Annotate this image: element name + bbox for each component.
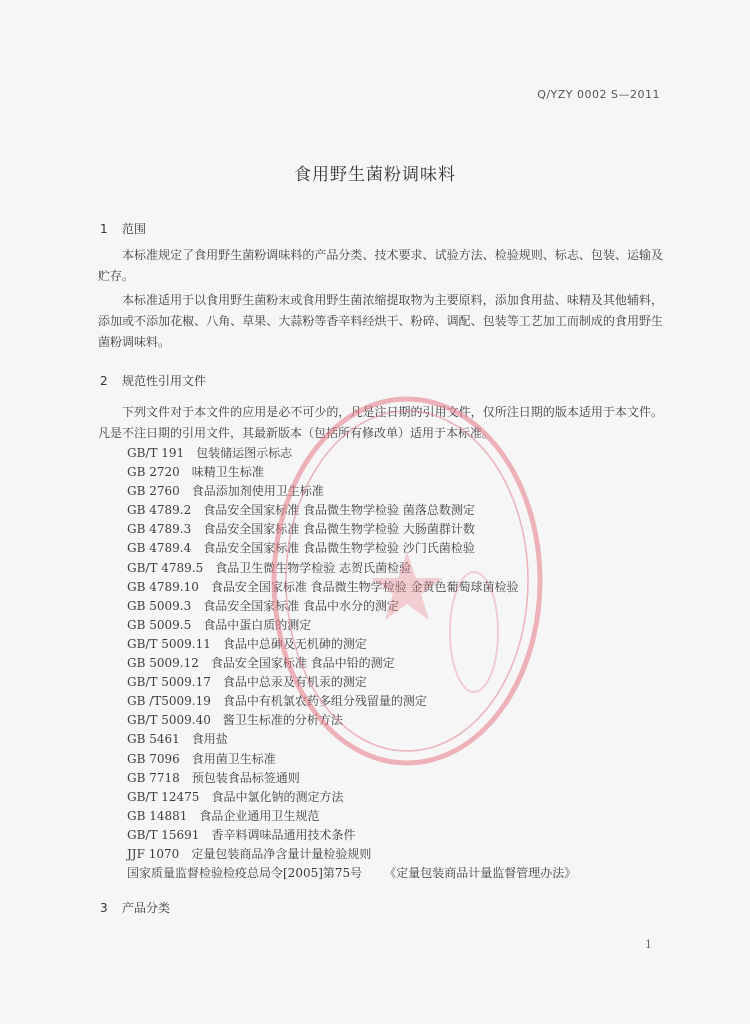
reference-name: 食品安全国家标准 食品微生物学检验 大肠菌群计数 bbox=[203, 522, 475, 537]
reference-code: GB 4789.10 bbox=[127, 579, 199, 594]
reference-name: 酱卫生标准的分析方法 bbox=[222, 713, 343, 728]
reference-name: 食品安全国家标准 食品微生物学检验 沙门氏菌检验 bbox=[203, 541, 475, 556]
reference-item bbox=[127, 482, 576, 501]
section-heading-classification bbox=[100, 899, 170, 916]
reference-code: GB/T 5009.11 bbox=[127, 636, 211, 651]
reference-name: 食用盐 bbox=[191, 732, 228, 747]
reference-name: 食品中总汞及有机汞的测定 bbox=[222, 675, 367, 690]
section-heading-scope bbox=[100, 220, 146, 237]
reference-item bbox=[127, 673, 576, 692]
reference-item bbox=[127, 864, 576, 883]
reference-name: 食品安全国家标准 食品中铅的测定 bbox=[210, 656, 395, 671]
reference-name: 食品安全国家标准 食品微生物学检验 菌落总数测定 bbox=[203, 503, 475, 518]
reference-item bbox=[127, 807, 576, 826]
reference-code: GB/T 12475 bbox=[127, 789, 200, 804]
reference-list bbox=[127, 444, 576, 883]
reference-name: 预包装食品标签通则 bbox=[191, 770, 300, 785]
section-title: 规范性引用文件 bbox=[122, 374, 207, 388]
reference-name: 食品添加剂使用卫生标准 bbox=[191, 484, 324, 499]
reference-name: 《定量包装商品计量监督管理办法》 bbox=[384, 866, 577, 881]
reference-item bbox=[127, 463, 576, 482]
reference-code: JJF 1070 bbox=[127, 846, 180, 861]
reference-item bbox=[127, 635, 576, 654]
references-intro: 下列文件对于本文件的应用是必不可少的，凡是注日期的引用文件，仅所注日期的版本适用于本文件。凡是不注日期的引用文件，其最新版本（包括所有修改单）适用于本标准。 bbox=[98, 405, 663, 440]
reference-name: 香辛料调味品通用技术条件 bbox=[211, 827, 356, 842]
reference-code: GB 5009.3 bbox=[127, 598, 192, 613]
standard-code: Q/YZY 0002 S—2011 bbox=[537, 88, 660, 101]
reference-item bbox=[127, 444, 576, 463]
page-number: 1 bbox=[645, 938, 652, 951]
reference-item bbox=[127, 616, 576, 635]
reference-code: GB 2720 bbox=[127, 465, 180, 480]
reference-name: 食品中总砷及无机砷的测定 bbox=[222, 636, 367, 651]
reference-code: GB/T 4789.5 bbox=[127, 560, 204, 575]
reference-item bbox=[127, 520, 576, 539]
reference-item bbox=[127, 711, 576, 730]
reference-code: GB 2760 bbox=[127, 484, 180, 499]
reference-item bbox=[127, 750, 576, 769]
reference-name: 食用菌卫生标准 bbox=[191, 751, 276, 766]
reference-name: 食品中蛋白质的测定 bbox=[203, 617, 312, 632]
reference-name: 食品安全国家标准 食品中水分的测定 bbox=[203, 598, 400, 613]
reference-code: GB/T 5009.17 bbox=[127, 675, 211, 690]
reference-name: 食品企业通用卫生规范 bbox=[199, 808, 320, 823]
reference-item bbox=[127, 826, 576, 845]
reference-item bbox=[127, 845, 576, 864]
reference-code: GB 7096 bbox=[127, 751, 180, 766]
reference-code: GB/T 5009.40 bbox=[127, 713, 211, 728]
reference-name: 定量包装商品净含量计量检验规则 bbox=[191, 846, 372, 861]
reference-code: 国家质量监督检验检疫总局令[2005]第75号 bbox=[127, 866, 363, 881]
section-heading-references bbox=[100, 372, 206, 389]
reference-code: GB/T 15691 bbox=[127, 827, 200, 842]
reference-code: GB/T 191 bbox=[127, 446, 185, 460]
reference-name: 食品卫生微生物学检验 志贺氏菌检验 bbox=[215, 560, 412, 575]
section-number: 1 bbox=[100, 222, 108, 236]
reference-item bbox=[127, 539, 576, 558]
section-number: 3 bbox=[100, 901, 108, 915]
reference-code: GB 4789.3 bbox=[127, 522, 192, 537]
reference-name: 食品安全国家标准 食品微生物学检验 金黄色葡萄球菌检验 bbox=[210, 579, 519, 594]
reference-item bbox=[127, 578, 576, 597]
reference-item bbox=[127, 654, 576, 673]
reference-item bbox=[127, 730, 576, 749]
reference-code: GB 7718 bbox=[127, 770, 180, 785]
section-number: 2 bbox=[100, 374, 108, 388]
reference-code: GB 14881 bbox=[127, 808, 188, 823]
section-title: 产品分类 bbox=[122, 901, 171, 915]
reference-code: GB 4789.4 bbox=[127, 541, 192, 556]
scope-paragraph-1: 本标准规定了食用野生菌粉调味料的产品分类、技术要求、试验方法、检验规则、标志、包装、运输及贮存。 bbox=[98, 248, 663, 283]
reference-code: GB 4789.2 bbox=[127, 503, 192, 518]
reference-item bbox=[127, 559, 576, 578]
reference-item bbox=[127, 692, 576, 711]
document-title: 食用野生菌粉调味料 bbox=[294, 165, 456, 185]
reference-item bbox=[127, 501, 576, 520]
reference-name: 包装储运图示标志 bbox=[196, 446, 293, 460]
scope-paragraph-2: 本标准适用于以食用野生菌粉末或食用野生菌浓缩提取物为主要原料，添加食用盐、味精及其他辅料，添加或不添加花椒、八角、草果、大蒜粉等香辛料经烘干、粉碎、调配、包装等工艺加工而制成的食用野生菌粉调味料。 bbox=[98, 293, 663, 349]
reference-item bbox=[127, 597, 576, 616]
reference-name: 食品中有机氯农药多组分残留量的测定 bbox=[222, 694, 427, 709]
reference-name: 味精卫生标准 bbox=[191, 465, 264, 480]
reference-code: GB 5009.5 bbox=[127, 617, 192, 632]
reference-code: GB 5461 bbox=[127, 732, 180, 747]
reference-name: 食品中氯化钠的测定方法 bbox=[211, 789, 344, 804]
reference-item bbox=[127, 788, 576, 807]
reference-code: GB 5009.12 bbox=[127, 656, 199, 671]
reference-code: GB /T5009.19 bbox=[127, 694, 211, 709]
reference-item bbox=[127, 769, 576, 788]
section-title: 范围 bbox=[122, 222, 147, 236]
